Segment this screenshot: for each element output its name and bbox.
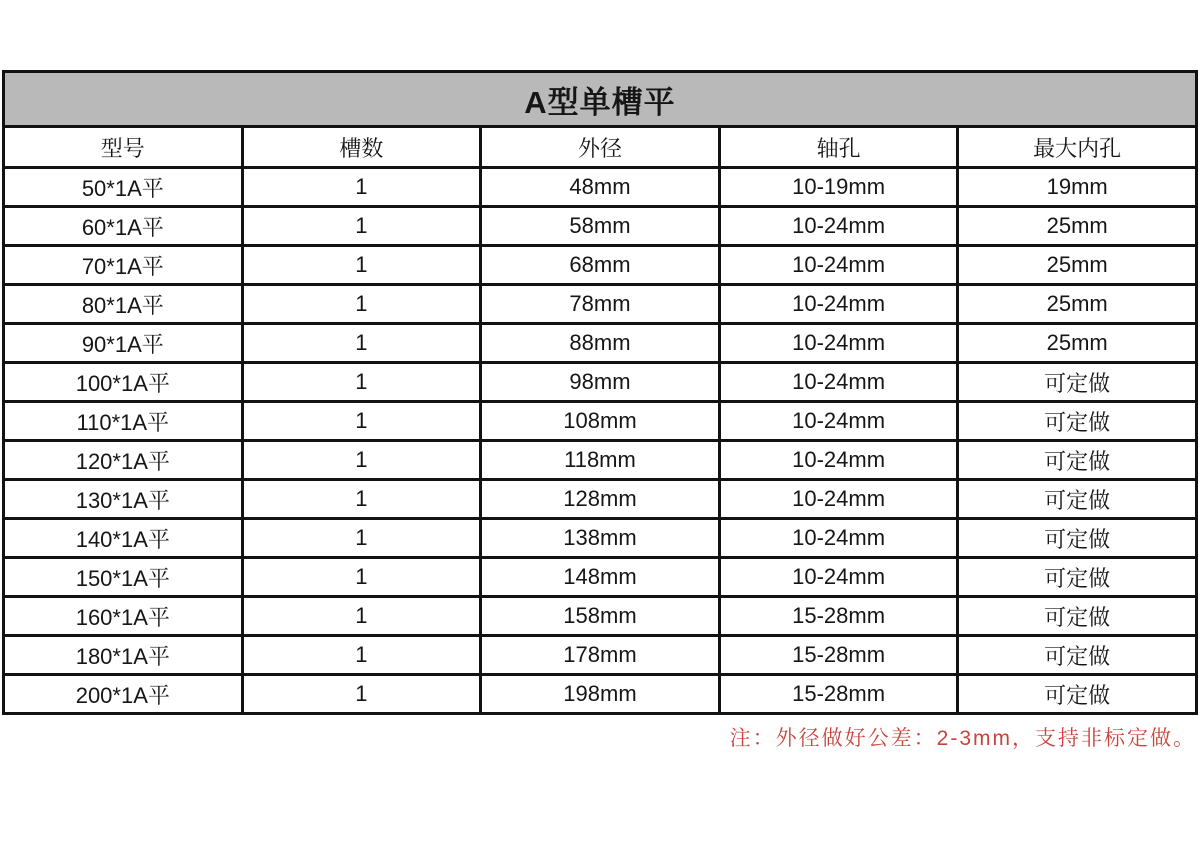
table-cell: 1 [242, 363, 481, 402]
table-cell: 1 [242, 285, 481, 324]
footnote: 注：外径做好公差：2-3mm，支持非标定做。 [729, 727, 1196, 750]
column-header: 槽数 [242, 127, 481, 168]
table-cell: 10-24mm [719, 246, 958, 285]
table-cell: 15-28mm [719, 597, 958, 636]
table-cell: 80*1A平 [4, 285, 243, 324]
table-cell: 198mm [481, 675, 720, 714]
table-cell: 1 [242, 636, 481, 675]
table-cell: 150*1A平 [4, 558, 243, 597]
table-cell: 可定做 [958, 480, 1197, 519]
table-cell: 25mm [958, 207, 1197, 246]
table-row [4, 246, 1197, 285]
table-cell: 1 [242, 675, 481, 714]
spec-table-head [4, 72, 1197, 168]
table-row [4, 402, 1197, 441]
table-cell: 58mm [481, 207, 720, 246]
table-cell: 70*1A平 [4, 246, 243, 285]
table-cell: 1 [242, 324, 481, 363]
table-cell: 100*1A平 [4, 363, 243, 402]
table-cell: 118mm [481, 441, 720, 480]
table-row [4, 363, 1197, 402]
table-cell: 178mm [481, 636, 720, 675]
table-cell: 可定做 [958, 675, 1197, 714]
table-cell: 110*1A平 [4, 402, 243, 441]
table-cell: 1 [242, 519, 481, 558]
table-cell: 可定做 [958, 558, 1197, 597]
column-header: 型号 [4, 127, 243, 168]
table-row [4, 519, 1197, 558]
table-cell: 10-24mm [719, 285, 958, 324]
table-cell: 120*1A平 [4, 441, 243, 480]
table-cell: 108mm [481, 402, 720, 441]
table-cell: 128mm [481, 480, 720, 519]
column-header: 外径 [481, 127, 720, 168]
table-cell: 10-24mm [719, 519, 958, 558]
table-cell: 10-19mm [719, 168, 958, 207]
table-cell: 1 [242, 441, 481, 480]
table-row [4, 558, 1197, 597]
header-row [4, 127, 1197, 168]
table-cell: 78mm [481, 285, 720, 324]
table-cell: 25mm [958, 285, 1197, 324]
column-header: 最大内孔 [958, 127, 1197, 168]
table-row [4, 675, 1197, 714]
table-cell: 68mm [481, 246, 720, 285]
table-cell: 60*1A平 [4, 207, 243, 246]
table-cell: 50*1A平 [4, 168, 243, 207]
table-cell: 15-28mm [719, 675, 958, 714]
table-cell: 130*1A平 [4, 480, 243, 519]
table-row [4, 285, 1197, 324]
table-cell: 25mm [958, 246, 1197, 285]
table-cell: 可定做 [958, 519, 1197, 558]
table-cell: 1 [242, 207, 481, 246]
title-row [4, 72, 1197, 127]
table-cell: 138mm [481, 519, 720, 558]
table-row [4, 168, 1197, 207]
table-cell: 可定做 [958, 597, 1197, 636]
table-cell: 1 [242, 558, 481, 597]
table-cell: 19mm [958, 168, 1197, 207]
table-cell: 10-24mm [719, 207, 958, 246]
table-cell: 10-24mm [719, 363, 958, 402]
table-title: A型单槽平 [4, 72, 1197, 127]
table-cell: 200*1A平 [4, 675, 243, 714]
table-cell: 10-24mm [719, 441, 958, 480]
table-cell: 10-24mm [719, 558, 958, 597]
table-cell: 25mm [958, 324, 1197, 363]
table-cell: 1 [242, 597, 481, 636]
table-cell: 10-24mm [719, 324, 958, 363]
table-cell: 15-28mm [719, 636, 958, 675]
table-row [4, 324, 1197, 363]
table-cell: 10-24mm [719, 480, 958, 519]
table-cell: 90*1A平 [4, 324, 243, 363]
table-cell: 可定做 [958, 363, 1197, 402]
table-cell: 10-24mm [719, 402, 958, 441]
table-row [4, 597, 1197, 636]
table-body [4, 168, 1197, 714]
table-cell: 可定做 [958, 636, 1197, 675]
table-cell: 1 [242, 246, 481, 285]
table-cell: 1 [242, 168, 481, 207]
table-cell: 98mm [481, 363, 720, 402]
table-cell: 48mm [481, 168, 720, 207]
table-cell: 180*1A平 [4, 636, 243, 675]
table-cell: 160*1A平 [4, 597, 243, 636]
table-row [4, 636, 1197, 675]
table-cell: 88mm [481, 324, 720, 363]
spec-table [2, 70, 1198, 715]
table-row [4, 480, 1197, 519]
table-row [4, 441, 1197, 480]
table-cell: 158mm [481, 597, 720, 636]
spec-table-container [2, 70, 1198, 715]
table-row [4, 207, 1197, 246]
table-cell: 1 [242, 402, 481, 441]
table-cell: 可定做 [958, 441, 1197, 480]
table-cell: 可定做 [958, 402, 1197, 441]
table-cell: 140*1A平 [4, 519, 243, 558]
table-cell: 1 [242, 480, 481, 519]
table-cell: 148mm [481, 558, 720, 597]
column-header: 轴孔 [719, 127, 958, 168]
